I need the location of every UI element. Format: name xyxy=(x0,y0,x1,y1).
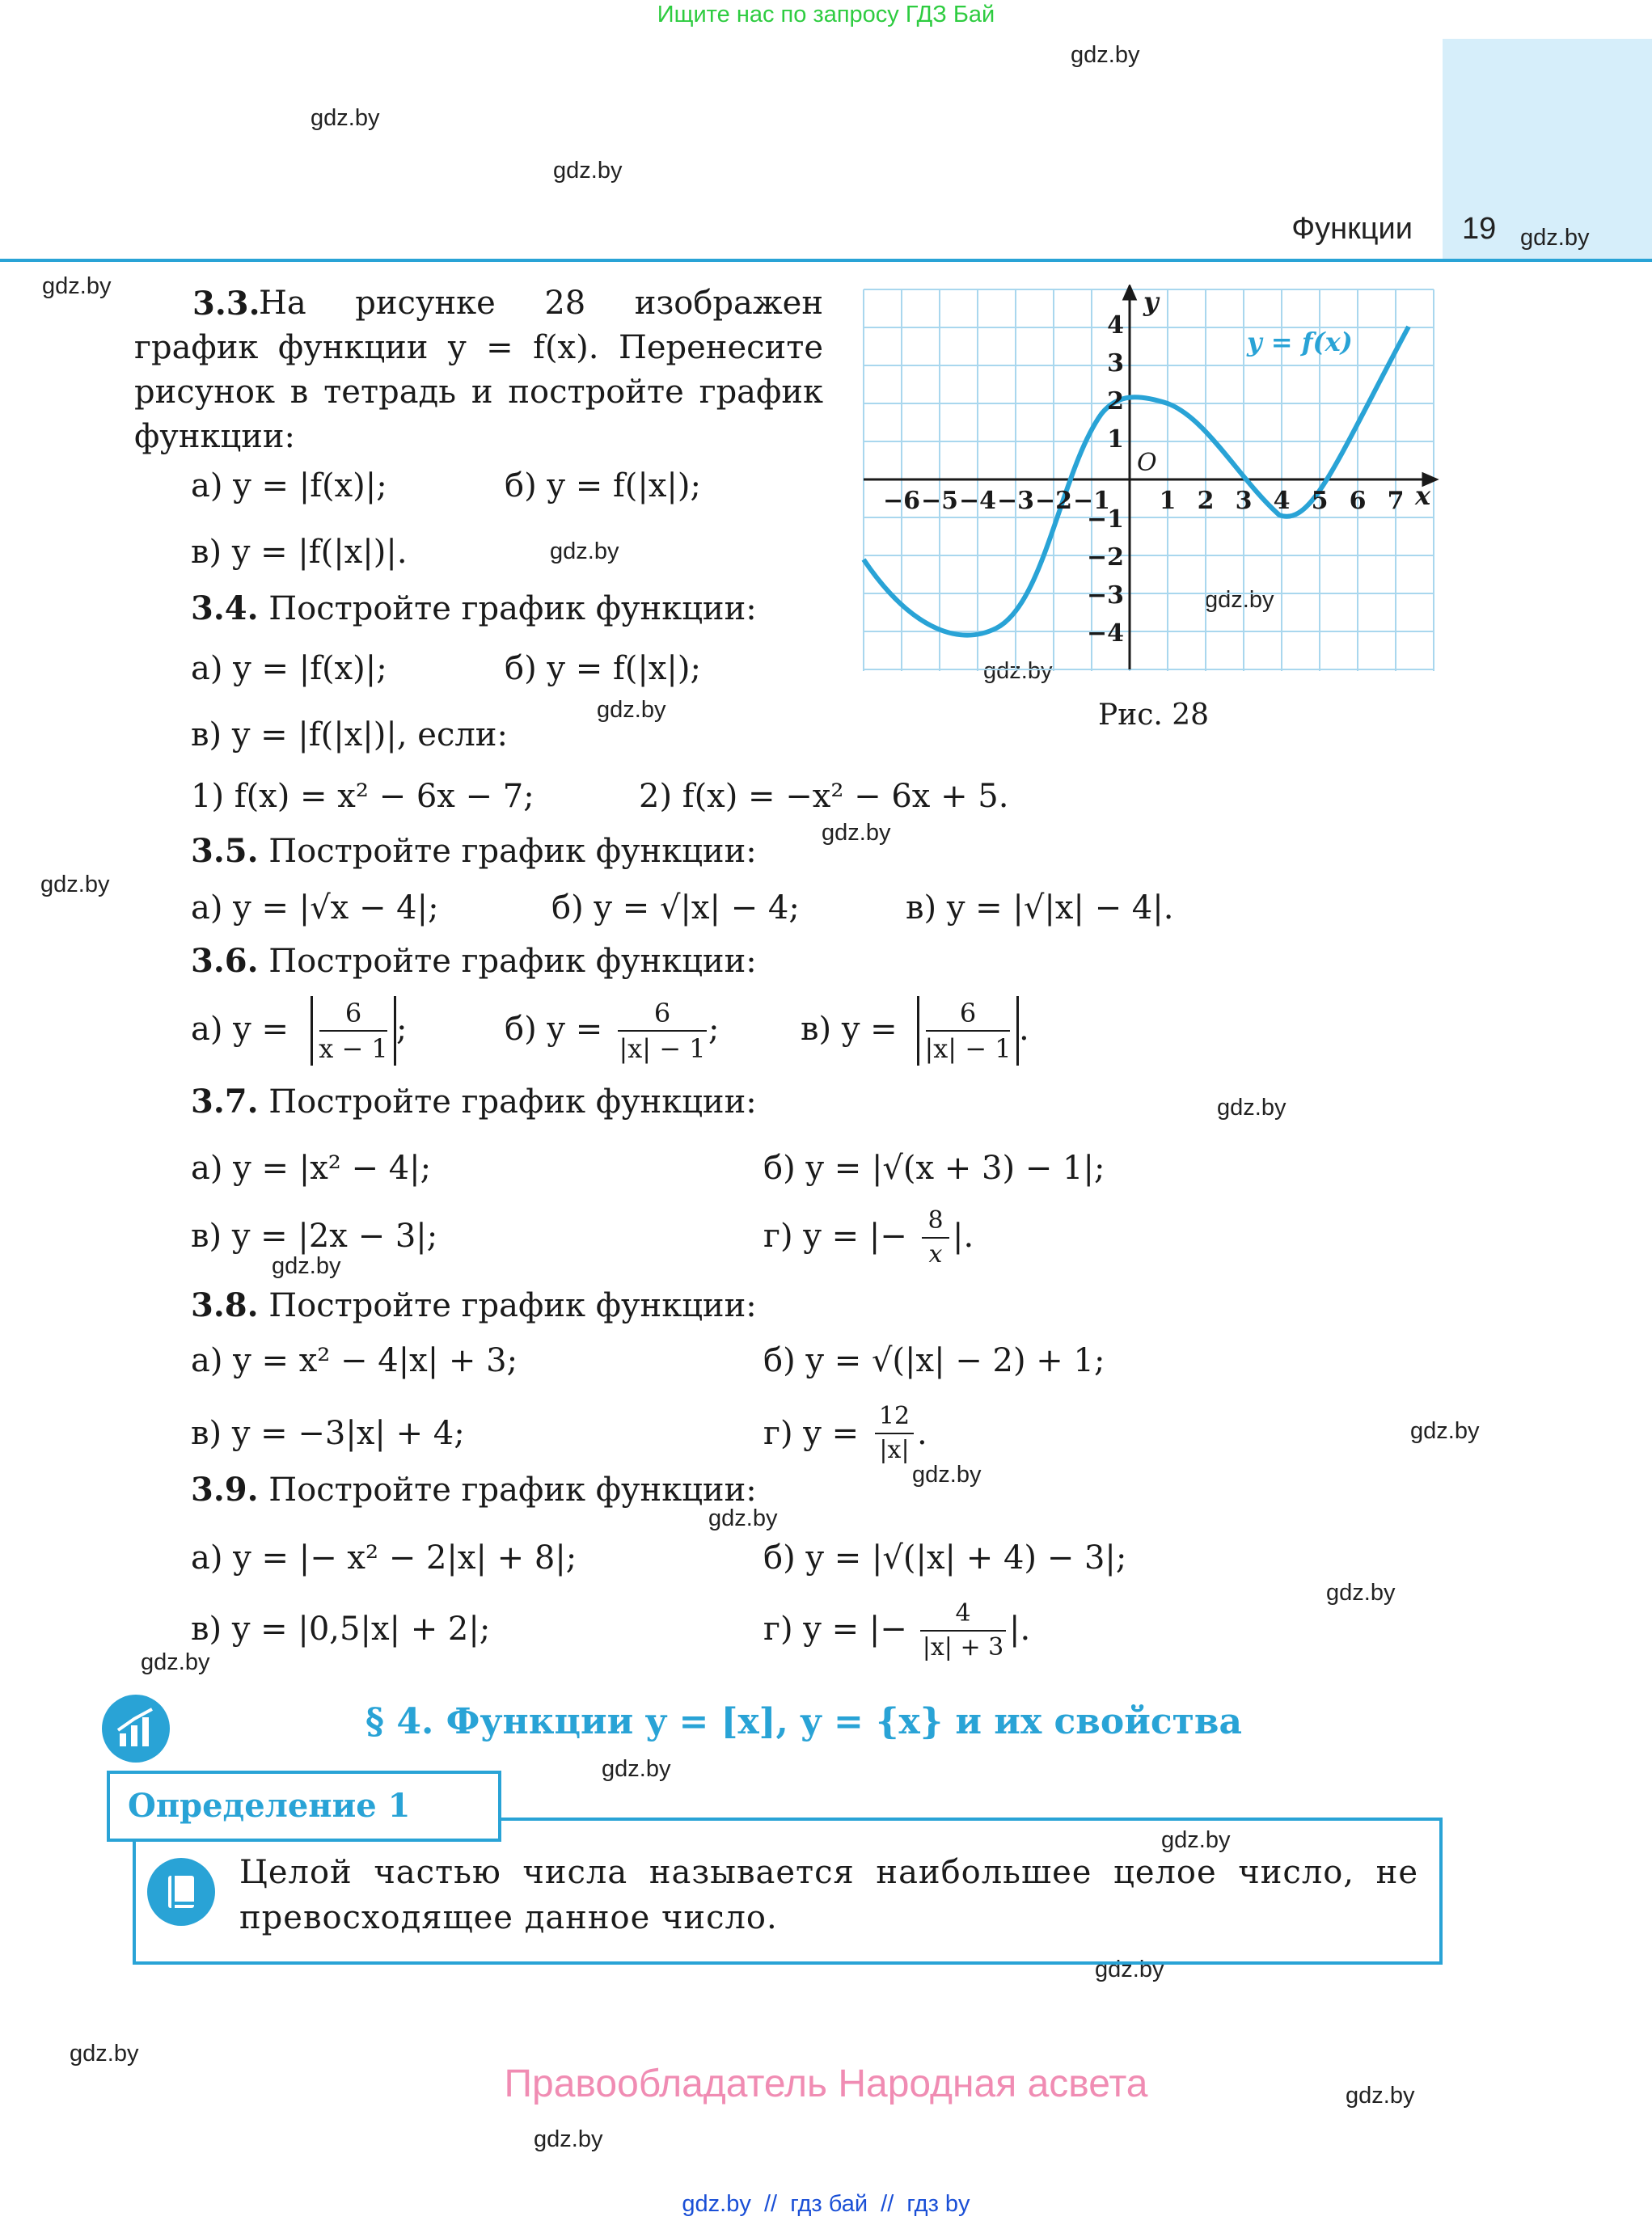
denominator: x − 1 xyxy=(319,1033,388,1064)
exercise-3-7-text: Постройте график функции: xyxy=(268,1083,757,1121)
watermark: gdz.by xyxy=(550,538,619,564)
page-number: 19 xyxy=(1462,212,1497,246)
watermark: gdz.by xyxy=(534,2126,603,2152)
exercise-3-7-c: в) y = |2x − 3|; xyxy=(191,1218,438,1255)
watermark: gdz.by xyxy=(42,273,112,299)
exercise-3-5-a: а) y = |√x − 4|; xyxy=(191,889,439,927)
exercise-3-3-b: б) y = f(|x|); xyxy=(505,467,701,505)
exercise-3-3-text: На рисунке 28 изображен график функции y = f(x). Перенесите рисунок в тетрадь и постройте график функции: xyxy=(134,285,823,455)
exercise-3-5-number: 3.5. xyxy=(191,832,259,870)
x-tick-label: 6 xyxy=(1349,487,1367,515)
watermark: gdz.by xyxy=(1217,1095,1287,1121)
figure-caption: Рис. 28 xyxy=(1098,699,1210,732)
exercise-3-6-number: 3.6. xyxy=(191,942,259,980)
denominator: |x| xyxy=(879,1436,910,1464)
exercise-3-9-c: в) y = |0,5|x| + 2|; xyxy=(191,1611,491,1648)
watermark: gdz.by xyxy=(1346,2083,1415,2109)
watermark: gdz.by xyxy=(1071,42,1140,68)
x-tick-label: 1 xyxy=(1159,487,1177,515)
numerator: 12 xyxy=(875,1400,914,1434)
exercise-3-9-b: б) y = |√(|x| + 4) − 3|; xyxy=(763,1539,1127,1577)
exercise-3-6-b-fraction xyxy=(618,996,707,1066)
top-banner[interactable]: Ищите нас по запросу ГДЗ Бай xyxy=(657,2,995,27)
exercise-3-9-d-prefix: г) y = |− xyxy=(763,1611,907,1648)
watermark: gdz.by xyxy=(912,1462,982,1488)
denominator: |x| − 1 xyxy=(619,1033,706,1064)
exercise-3-7-d-suffix: |. xyxy=(953,1218,974,1255)
exercise-3-8-c: в) y = −3|x| + 4; xyxy=(191,1415,465,1452)
exercise-3-6-text: Постройте график функции: xyxy=(268,943,757,980)
footer-links[interactable]: gdz.by // гдз бай // гдз by xyxy=(682,2191,970,2217)
exercise-3-4-f2: 2) f(x) = −x² − 6x + 5. xyxy=(639,778,1009,815)
exercise-3-6-b-prefix: б) y = xyxy=(505,1011,603,1048)
watermark: gdz.by xyxy=(1205,587,1274,613)
exercise-3-6-a-fraction xyxy=(311,996,396,1066)
watermark: gdz.by xyxy=(602,1756,671,1782)
exercise-3-4-f1: 1) f(x) = x² − 6x − 7; xyxy=(191,778,534,815)
y-axis-label: y xyxy=(1143,286,1159,317)
watermark: gdz.by xyxy=(553,158,623,184)
numerator: 4 xyxy=(920,1598,1006,1632)
exercise-3-4-c: в) y = |f(|x|)|, если: xyxy=(191,716,508,754)
exercise-3-8-a: а) y = x² − 4|x| + 3; xyxy=(191,1342,518,1379)
x-tick-label: 4 xyxy=(1273,487,1291,515)
watermark: gdz.by xyxy=(1520,225,1590,251)
exercise-3-4-text: Постройте график функции: xyxy=(268,590,757,627)
denominator: |x| − 1 xyxy=(924,1033,1012,1064)
x-tick-label: −6 xyxy=(882,487,921,515)
semicolon: ; xyxy=(708,1011,720,1048)
exercise-3-4-number: 3.4. xyxy=(191,589,259,627)
exercise-3-6-a-prefix: а) y = xyxy=(191,1011,289,1048)
exercise-3-8-d-prefix: г) y = xyxy=(763,1415,860,1452)
exercise-3-7-number: 3.7. xyxy=(191,1083,259,1121)
exercise-3-5-c: в) y = |√|x| − 4|. xyxy=(906,889,1174,927)
exercise-3-5-text: Постройте график функции: xyxy=(268,833,757,870)
copyright: Правообладатель Народная асвета xyxy=(504,2062,1148,2105)
watermark: gdz.by xyxy=(1095,1957,1164,1982)
book-icon xyxy=(147,1858,215,1926)
definition-label: Определение 1 xyxy=(107,1771,501,1842)
watermark: gdz.by xyxy=(822,820,891,846)
watermark: gdz.by xyxy=(597,697,666,723)
numerator: 6 xyxy=(926,996,1010,1032)
exercise-3-8-d-fraction xyxy=(875,1400,914,1467)
curve-label: y = f(x) xyxy=(1247,327,1353,357)
x-tick-label: 5 xyxy=(1311,487,1329,515)
semicolon: ; xyxy=(396,1011,408,1048)
x-tick-label: 3 xyxy=(1235,487,1253,515)
watermark: gdz.by xyxy=(1161,1827,1231,1853)
y-tick-label: 2 xyxy=(1107,387,1124,416)
numerator: 6 xyxy=(618,996,707,1032)
x-axis-label: x xyxy=(1415,480,1431,511)
section-title: Функции xyxy=(1291,212,1413,246)
definition-text: Целой частью числа называется наибольшее целое число, не превосходящее данное число. xyxy=(239,1854,1418,1936)
watermark: gdz.by xyxy=(40,872,110,897)
y-tick-label: 4 xyxy=(1107,311,1124,340)
numerator: 6 xyxy=(319,996,387,1032)
exercise-3-3-a: а) y = |f(x)|; xyxy=(191,467,387,505)
y-tick-label: 1 xyxy=(1107,425,1124,454)
exercise-3-3-number: 3.3. xyxy=(192,285,260,323)
x-tick-label: −5 xyxy=(920,487,959,515)
exercise-3-7-d-prefix: г) y = |− xyxy=(763,1218,907,1255)
x-tick-label: −1 xyxy=(1072,487,1111,515)
exercise-3-8-text: Постройте график функции: xyxy=(268,1287,757,1324)
y-tick-label: −1 xyxy=(1086,505,1124,534)
exercise-3-9-text: Постройте график функции: xyxy=(268,1471,757,1509)
exercise-3-9-d-fraction xyxy=(920,1598,1006,1664)
exercise-3-7-a: а) y = |x² − 4|; xyxy=(191,1150,432,1187)
x-tick-label: −3 xyxy=(996,487,1035,515)
exercise-3-4-b: б) y = f(|x|); xyxy=(505,650,701,687)
y-tick-label: −3 xyxy=(1086,581,1124,610)
watermark: gdz.by xyxy=(141,1649,210,1675)
x-tick-label: −4 xyxy=(958,487,997,515)
watermark: gdz.by xyxy=(1410,1418,1480,1444)
exercise-3-6-c-fraction xyxy=(917,996,1019,1066)
paragraph-title: § 4. Функции y = [x], y = {x} и их свойства xyxy=(365,1701,1242,1742)
figure-28-graph xyxy=(859,285,1441,673)
exercise-3-9-a: а) y = |− x² − 2|x| + 8|; xyxy=(191,1539,577,1577)
period: . xyxy=(1019,1011,1029,1048)
denominator: |x| + 3 xyxy=(922,1633,1004,1661)
header-divider xyxy=(0,259,1652,262)
exercise-3-5-b: б) y = √|x| − 4; xyxy=(551,889,800,927)
exercise-3-9-number: 3.9. xyxy=(191,1471,259,1509)
watermark: gdz.by xyxy=(983,658,1053,684)
exercise-3-8-number: 3.8. xyxy=(191,1286,259,1324)
x-tick-label: 2 xyxy=(1197,487,1215,515)
denominator: x xyxy=(928,1240,943,1269)
y-tick-label: −4 xyxy=(1086,619,1124,648)
y-tick-label: 3 xyxy=(1107,349,1124,378)
watermark: gdz.by xyxy=(272,1253,341,1279)
exercise-3-9-d-suffix: |. xyxy=(1009,1611,1031,1648)
exercise-3-6-c-prefix: в) y = xyxy=(801,1011,898,1048)
x-tick-label: −2 xyxy=(1034,487,1073,515)
exercise-3-7-d-fraction xyxy=(922,1205,949,1271)
watermark: gdz.by xyxy=(70,2041,139,2067)
watermark: gdz.by xyxy=(311,105,380,131)
y-tick-label: −2 xyxy=(1086,543,1124,572)
x-tick-label: 7 xyxy=(1387,487,1405,515)
watermark: gdz.by xyxy=(708,1505,778,1531)
watermark: gdz.by xyxy=(1326,1580,1396,1606)
exercise-3-8-d-suffix: . xyxy=(917,1415,927,1452)
chart-icon xyxy=(102,1695,170,1763)
exercise-3-8-b: б) y = √(|x| − 2) + 1; xyxy=(763,1342,1105,1379)
function-curve xyxy=(864,327,1409,635)
exercise-3-7-b: б) y = |√(x + 3) − 1|; xyxy=(763,1150,1105,1187)
exercise-3-3-c: в) y = |f(|x|)|. xyxy=(191,534,408,571)
exercise-3-4-a: а) y = |f(x)|; xyxy=(191,650,387,687)
numerator: 8 xyxy=(922,1205,949,1239)
origin-label: O xyxy=(1137,449,1157,477)
